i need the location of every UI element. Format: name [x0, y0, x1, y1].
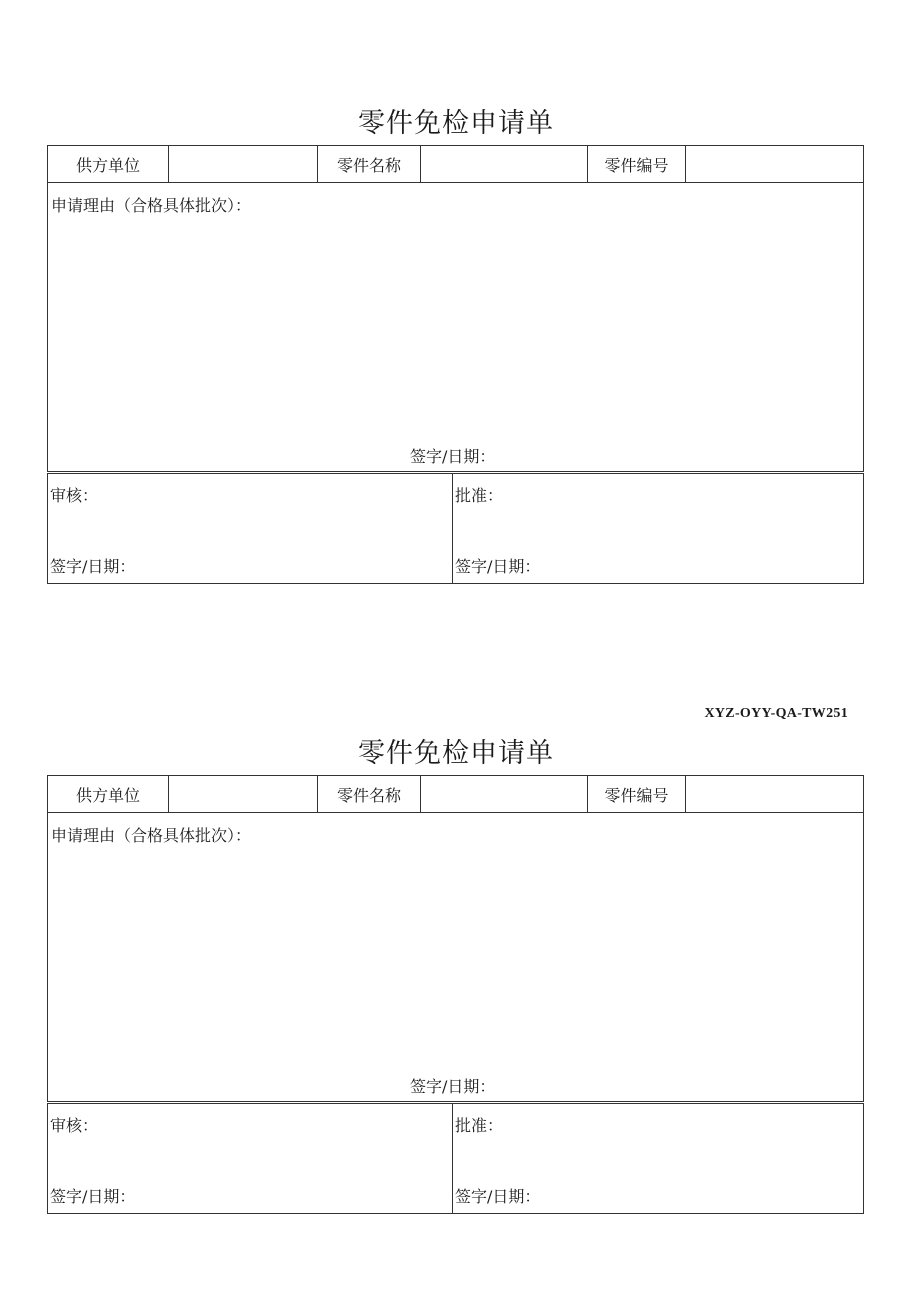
part-name-field[interactable]	[421, 776, 588, 813]
review-label: 审核：	[50, 1116, 99, 1135]
approval-section-top	[47, 473, 864, 584]
reason-signature-date-label: 签字/日期：	[410, 447, 496, 466]
part-name-label: 零件名称	[318, 776, 421, 813]
supplier-field[interactable]	[169, 776, 318, 813]
approval-section-bottom	[47, 1103, 864, 1214]
part-number-label: 零件编号	[588, 776, 686, 813]
document-code: XYZ-OYY-QA-TW251	[704, 706, 848, 721]
reason-field[interactable]	[48, 183, 864, 472]
form-title: 零件免检申请单	[358, 108, 554, 139]
part-number-field[interactable]	[686, 146, 864, 183]
approve-label: 批准：	[455, 1116, 504, 1135]
approve-field[interactable]	[453, 1104, 864, 1214]
part-number-field[interactable]	[686, 776, 864, 813]
supplier-field[interactable]	[169, 146, 318, 183]
form-title: 零件免检申请单	[358, 738, 554, 769]
approve-label: 批准：	[455, 486, 504, 505]
approve-field[interactable]	[453, 474, 864, 584]
review-signature-date-label: 签字/日期：	[50, 557, 136, 576]
part-number-label: 零件编号	[588, 146, 686, 183]
part-name-label: 零件名称	[318, 146, 421, 183]
part-name-field[interactable]	[421, 146, 588, 183]
reason-label: 申请理由（合格具体批次）：	[51, 196, 252, 215]
review-field[interactable]	[48, 474, 453, 584]
reason-field[interactable]	[48, 813, 864, 1102]
reason-label: 申请理由（合格具体批次）：	[51, 826, 252, 845]
reason-signature-date-label: 签字/日期：	[410, 1077, 496, 1096]
review-signature-date-label: 签字/日期：	[50, 1187, 136, 1206]
review-field[interactable]	[48, 1104, 453, 1214]
review-label: 审核：	[50, 486, 99, 505]
application-form-top	[47, 145, 864, 472]
supplier-label: 供方单位	[48, 776, 169, 813]
approve-signature-date-label: 签字/日期：	[455, 1187, 541, 1206]
approve-signature-date-label: 签字/日期：	[455, 557, 541, 576]
supplier-label: 供方单位	[48, 146, 169, 183]
application-form-bottom	[47, 775, 864, 1102]
